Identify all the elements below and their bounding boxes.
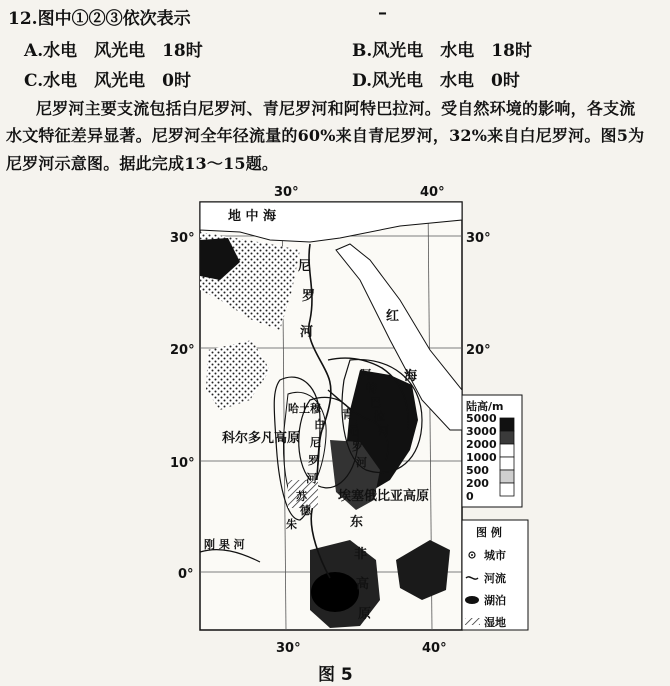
label-red-sea-1: 红 bbox=[386, 309, 400, 324]
lat-left-20: 20° bbox=[170, 343, 195, 358]
label-white-nile-2: 尼 bbox=[310, 436, 321, 449]
label-atbara-5: 河 bbox=[378, 424, 389, 437]
lon-bottom-30: 30° bbox=[276, 641, 301, 656]
label-east-africa-2: 非 bbox=[354, 547, 368, 562]
lat-left-30: 30° bbox=[170, 231, 195, 246]
option-b: B.风光电 水电 18时 bbox=[352, 41, 532, 61]
elevation-level-0: 0 bbox=[466, 490, 474, 503]
question-title: 12.图中①②③依次表示 bbox=[8, 9, 191, 29]
label-atbara-2: 特 bbox=[366, 382, 377, 395]
label-east-africa-3: 高 bbox=[356, 577, 370, 592]
nile-map bbox=[160, 180, 530, 670]
label-blue-nile-1: 青 bbox=[342, 408, 353, 421]
label-nile-3: 河 bbox=[300, 325, 314, 340]
elevation-level-3000: 3000 bbox=[466, 425, 497, 438]
elevation-swatch-4 bbox=[500, 470, 514, 483]
label-sudd-2: 德 bbox=[300, 504, 311, 517]
label-kordofan: 科尔多凡高原 bbox=[222, 431, 301, 446]
legend-wetland-label: 湿地 bbox=[484, 616, 506, 629]
option-c: C.水电 风光电 0时 bbox=[24, 71, 191, 91]
lake-victoria bbox=[311, 572, 359, 612]
label-east-africa-1: 东 bbox=[350, 515, 364, 530]
elevation-swatch-5 bbox=[500, 483, 514, 496]
elevation-level-2000: 2000 bbox=[466, 438, 497, 451]
label-red-sea-2: 海 bbox=[404, 369, 418, 384]
label-atbara-4: 拉 bbox=[374, 410, 385, 423]
lat-right-20: 20° bbox=[466, 343, 491, 358]
symbol-legend-title: 图 例 bbox=[476, 526, 502, 539]
elevation-level-500: 500 bbox=[466, 464, 489, 477]
legend-lake-label: 湖泊 bbox=[484, 594, 506, 607]
legend-river-label: 河流 bbox=[484, 572, 506, 585]
label-blue-nile-3: 罗 bbox=[352, 440, 363, 453]
elevation-level-1000: 1000 bbox=[466, 451, 497, 464]
label-sudd: 苏 bbox=[296, 490, 307, 503]
lon-top-40: 40° bbox=[420, 185, 445, 200]
label-blue-nile-2: 尼 bbox=[348, 424, 359, 437]
label-darfur: 哈土穆 bbox=[288, 402, 321, 415]
label-nile-2: 罗 bbox=[302, 289, 316, 304]
label-blue-nile-4: 河 bbox=[356, 456, 367, 469]
lat-left-0: 0° bbox=[178, 567, 194, 582]
passage-line-3: 尼罗河示意图。据此完成13～15题。 bbox=[6, 154, 279, 173]
elevation-legend-title: 陆高/m bbox=[466, 400, 504, 413]
elevation-legend bbox=[462, 395, 522, 507]
elevation-swatch-0 bbox=[500, 418, 514, 431]
elevation-level-5000: 5000 bbox=[466, 412, 497, 425]
label-atbara-1: 阿 bbox=[360, 368, 371, 381]
label-east-africa-4: 原 bbox=[358, 607, 372, 622]
label-nube: 朱 bbox=[286, 518, 297, 531]
label-white-nile-4: 河 bbox=[306, 472, 317, 485]
symbol-legend bbox=[462, 520, 528, 630]
lat-right-30: 30° bbox=[466, 231, 491, 246]
passage-line-1: 尼罗河主要支流包括白尼罗河、青尼罗河和阿特巴拉河。受自然环境的影响，各支流 bbox=[36, 99, 636, 118]
wetland-icon bbox=[465, 618, 480, 625]
option-a: A.水电 风光电 18时 bbox=[24, 41, 203, 61]
lon-bottom-40: 40° bbox=[422, 641, 447, 656]
lat-left-10: 10° bbox=[170, 456, 195, 471]
label-ethiopian-highland: 埃塞俄比亚高原 bbox=[338, 489, 430, 504]
lake-icon bbox=[465, 596, 479, 604]
elevation-level-200: 200 bbox=[466, 477, 489, 490]
legend-city-label: 城市 bbox=[484, 549, 506, 562]
figure-caption: 图 5 bbox=[318, 665, 353, 685]
elevation-swatch-2 bbox=[500, 444, 514, 457]
label-congo: 刚 果 河 bbox=[204, 538, 245, 551]
label-mediterranean: 地 中 海 bbox=[228, 209, 277, 224]
passage-line-2: 水文特征差异显著。尼罗河全年径流量的60%来自青尼罗河，32%来自白尼罗河。图5为 bbox=[6, 126, 645, 145]
dash-mark: – bbox=[378, 2, 387, 23]
lon-top-30: 30° bbox=[274, 185, 299, 200]
option-d: D.风光电 水电 0时 bbox=[352, 71, 520, 91]
label-nile-1: 尼 bbox=[298, 259, 312, 274]
label-white-nile-1: 白 bbox=[314, 418, 325, 431]
label-white-nile-3: 罗 bbox=[308, 454, 319, 467]
label-atbara-3: 巴 bbox=[370, 396, 381, 409]
elevation-swatch-1 bbox=[500, 431, 514, 444]
elevation-swatch-3 bbox=[500, 457, 514, 470]
